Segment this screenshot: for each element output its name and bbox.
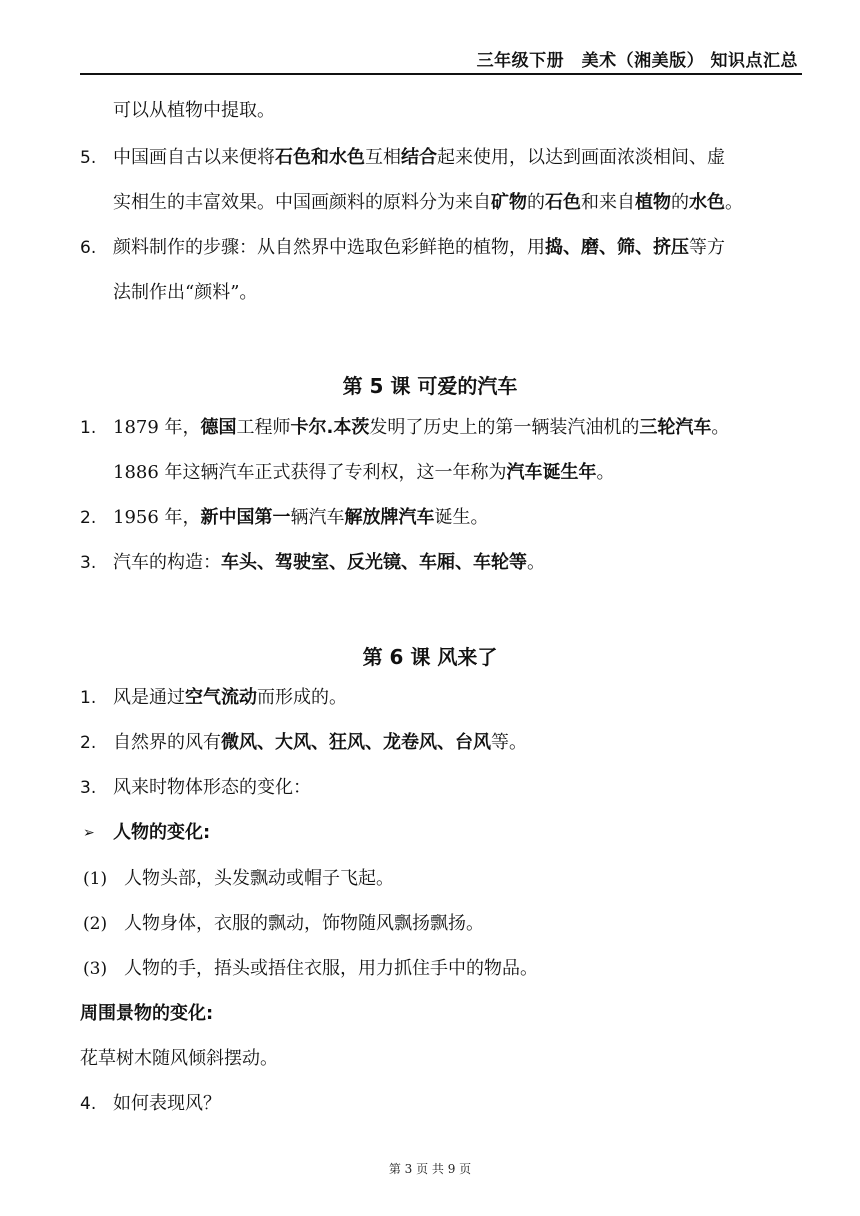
text-run: 1879 年，	[113, 417, 201, 438]
sub-item-number: (1)	[83, 869, 108, 889]
continuation-line: 可以从植物中提取。	[113, 100, 275, 121]
header-rule	[80, 73, 802, 75]
list-item-text	[113, 686, 347, 710]
bold-term: 矿物	[491, 192, 527, 213]
sub-item-text: 人物身体，衣服的飘动，饰物随风飘扬飘扬。	[124, 913, 484, 934]
text-run: 法制作出“颜料”。	[113, 282, 258, 303]
list-item-text	[113, 506, 489, 530]
text-run: 等。	[491, 732, 527, 753]
list-item-text	[113, 191, 743, 215]
bold-term: 卡尔.本茨	[290, 417, 370, 438]
bullet-arrow-icon: ➢	[83, 825, 95, 841]
text-run: 。	[725, 192, 743, 213]
text-run: 汽车的构造：	[113, 552, 221, 573]
bold-term: 石色	[545, 192, 581, 213]
text-run: 起来使用，以达到画面浓淡相间、虚	[437, 147, 725, 168]
text-run: 和来自	[581, 192, 635, 213]
text-run: 而形成的。	[257, 687, 347, 708]
sub-item-text: 人物头部，头发飘动或帽子飞起。	[124, 868, 394, 889]
bold-term: 石色和水色	[275, 147, 365, 168]
scenery-heading: 周围景物的变化:	[80, 1003, 214, 1024]
list-item-text	[113, 731, 527, 755]
text-run: 。	[711, 417, 730, 438]
text-run: 颜料制作的步骤：从自然界中选取色彩鲜艳的植物，用	[113, 237, 545, 258]
bullet-heading: 人物的变化:	[113, 822, 211, 843]
bold-term: 汽车诞生年	[506, 462, 597, 483]
lesson-heading: 第 5 课 可爱的汽车	[342, 374, 518, 398]
list-item-text	[113, 461, 615, 485]
text-run: 诞生。	[434, 507, 489, 528]
bold-term: 德国	[200, 417, 237, 438]
text-run: 1956 年，	[113, 507, 201, 528]
text-run: 风来时物体形态的变化：	[113, 777, 311, 798]
text-run: 工程师	[236, 417, 291, 438]
list-number: 2.	[80, 508, 97, 528]
text-run: 中国画自古以来便将	[113, 147, 275, 168]
page-header-title: 三年级下册 美术（湘美版） 知识点汇总	[476, 51, 798, 71]
text-run: 。	[596, 462, 615, 483]
text-run: 。	[527, 552, 545, 573]
text-run: 实相生的丰富效果。中国画颜料的原料分为来自	[113, 192, 491, 213]
list-number: 2.	[80, 733, 97, 753]
text-run: 等方	[689, 237, 725, 258]
text-run: 自然界的风有	[113, 732, 221, 753]
list-item-text	[113, 236, 725, 260]
list-number: 1.	[80, 688, 97, 708]
bold-term: 捣、磨、筛、挤压	[545, 237, 689, 258]
text-run: 风是通过	[113, 687, 185, 708]
bold-term: 结合	[401, 147, 437, 168]
lesson-heading: 第 6 课 风来了	[362, 645, 498, 669]
bold-term: 植物	[635, 192, 671, 213]
list-number: 1.	[80, 418, 97, 438]
list-number: 3.	[80, 778, 97, 798]
bold-term: 车头、驾驶室、反光镜、车厢、车轮等	[221, 552, 527, 573]
bold-term: 三轮汽车	[639, 417, 712, 438]
list-item-text	[113, 146, 725, 170]
bold-term: 微风、大风、狂风、龙卷风、台风	[221, 732, 491, 753]
sub-item-text: 人物的手，捂头或捂住衣服，用力抓住手中的物品。	[124, 958, 538, 979]
bold-term: 解放牌汽车	[344, 507, 435, 528]
sub-item-number: (2)	[83, 914, 108, 934]
text-run: 1886 年这辆汽车正式获得了专利权，这一年称为	[113, 462, 507, 483]
text-run: 的	[527, 192, 545, 213]
bold-term: 空气流动	[185, 687, 257, 708]
text-run: 发明了历史上的第一辆装汽油机的	[369, 417, 640, 438]
sub-item-number: (3)	[83, 959, 108, 979]
text-run: 辆汽车	[290, 507, 345, 528]
list-number: 5.	[80, 148, 97, 168]
scenery-text: 花草树木随风倾斜摆动。	[80, 1048, 278, 1069]
text-run: 互相	[365, 147, 401, 168]
list-item-text: 如何表现风？	[113, 1093, 221, 1114]
page-footer: 第 3 页 共 9 页	[388, 1162, 472, 1176]
bold-term: 新中国第一	[200, 507, 291, 528]
list-item-text	[113, 551, 545, 575]
bold-term: 水色	[689, 192, 725, 213]
text-run: 的	[671, 192, 689, 213]
list-number: 3.	[80, 553, 97, 573]
list-number: 6.	[80, 238, 97, 258]
list-number: 4.	[80, 1094, 97, 1114]
list-item-text	[113, 776, 311, 800]
list-item-text	[113, 281, 257, 305]
list-item-text	[113, 416, 729, 440]
